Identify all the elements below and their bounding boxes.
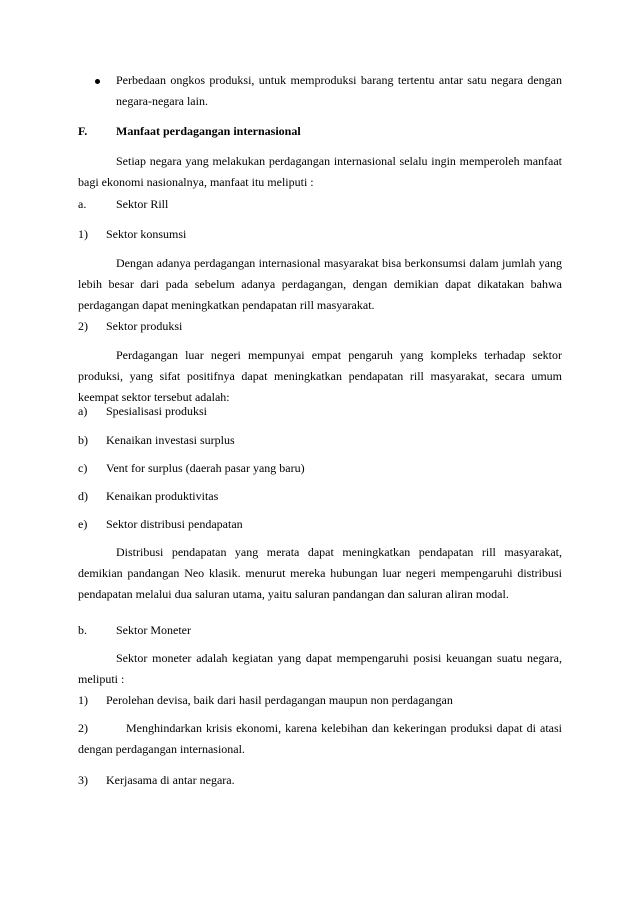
section-f-label: F.	[78, 124, 88, 138]
list-item	[78, 690, 562, 711]
sektor-moneter-text: Sektor moneter adalah kegiatan yang dapat mempengaruhi posisi keuangan suatu negara, meliputi :	[78, 651, 562, 686]
list-item-text: Spesialisasi produksi	[106, 404, 207, 418]
list-item	[78, 514, 562, 535]
sektor-rill-title: Sektor Rill	[116, 197, 169, 211]
list-item-text: Kerjasama di antar negara.	[106, 773, 235, 787]
list-item-text: Perolehan devisa, baik dari hasil perdagangan maupun non perdagangan	[106, 693, 453, 707]
list-item-num: c)	[78, 461, 88, 475]
sektor-konsumsi-heading	[78, 224, 562, 245]
list-item	[78, 486, 562, 507]
list-item	[78, 770, 562, 791]
list-item-text: Vent for surplus (daerah pasar yang baru)	[106, 461, 305, 475]
list-item-num: 1)	[78, 693, 88, 707]
sektor-moneter-title: Sektor Moneter	[116, 623, 191, 637]
bullet-text: Perbedaan ongkos produksi, untuk memproduksi barang tertentu antar satu negara dengan negara-negara lain.	[116, 73, 562, 108]
list-item-num: d)	[78, 489, 88, 503]
sektor-rill-heading	[78, 194, 562, 215]
section-f-heading	[78, 121, 562, 142]
list-item-num: b)	[78, 433, 88, 447]
sektor-produksi-num: 2)	[78, 319, 88, 333]
list-item	[78, 401, 562, 422]
list-item-num: 2)	[78, 721, 88, 735]
sektor-konsumsi-num: 1)	[78, 227, 88, 241]
sektor-produksi-heading	[78, 316, 562, 337]
list-item	[78, 718, 562, 760]
list-item	[78, 430, 562, 451]
list-item-text: Kenaikan investasi surplus	[106, 433, 235, 447]
list-item-text: Sektor distribusi pendapatan	[106, 517, 243, 531]
sektor-moneter-heading	[78, 620, 562, 641]
sektor-konsumsi-text: Dengan adanya perdagangan internasional masyarakat bisa berkonsumsi dalam jumlah yang lebih besar dari pada sebelum adanya perdagangan, dengan demikian dapat dikatakan bahwa perdagangan dapat meningkatkan pendapatan rill masyarakat.	[78, 256, 562, 312]
bullet-icon	[95, 79, 100, 84]
list-item-num: e)	[78, 517, 88, 531]
list-item-num: a)	[78, 404, 88, 418]
list-item-text: Kenaikan produktivitas	[106, 489, 219, 503]
sektor-rill-label: a.	[78, 197, 87, 211]
sektor-konsumsi-title: Sektor konsumsi	[106, 227, 187, 241]
sektor-produksi-title: Sektor produksi	[106, 319, 183, 333]
section-f-intro: Setiap negara yang melakukan perdagangan internasional selalu ingin memperoleh manfaat bagi ekonomi nasionalnya, manfaat itu meliputi :	[78, 154, 562, 189]
distribusi-text: Distribusi pendapatan yang merata dapat meningkatkan pendapatan rill masyarakat, demikian pandangan Neo klasik. menurut mereka hubungan luar negeri mempengaruhi distribusi pendapatan melalui dua saluran utama, yaitu saluran pandangan dan saluran aliran modal.	[78, 545, 562, 601]
sektor-moneter-label: b.	[78, 623, 87, 637]
sektor-produksi-text: Perdagangan luar negeri mempunyai empat pengaruh yang kompleks terhadap sektor produksi, yang sifat positifnya dapat meningkatkan pendapatan rill masyarakat, secara umum keempat sektor tersebut adalah:	[78, 348, 562, 404]
list-item-text: Menghindarkan krisis ekonomi, karena kelebihan dan kekeringan produksi dapat di atasi dengan perdagangan internasional.	[78, 721, 562, 756]
list-item	[78, 458, 562, 479]
section-f-title: Manfaat perdagangan internasional	[116, 124, 301, 138]
list-item-num: 3)	[78, 773, 88, 787]
